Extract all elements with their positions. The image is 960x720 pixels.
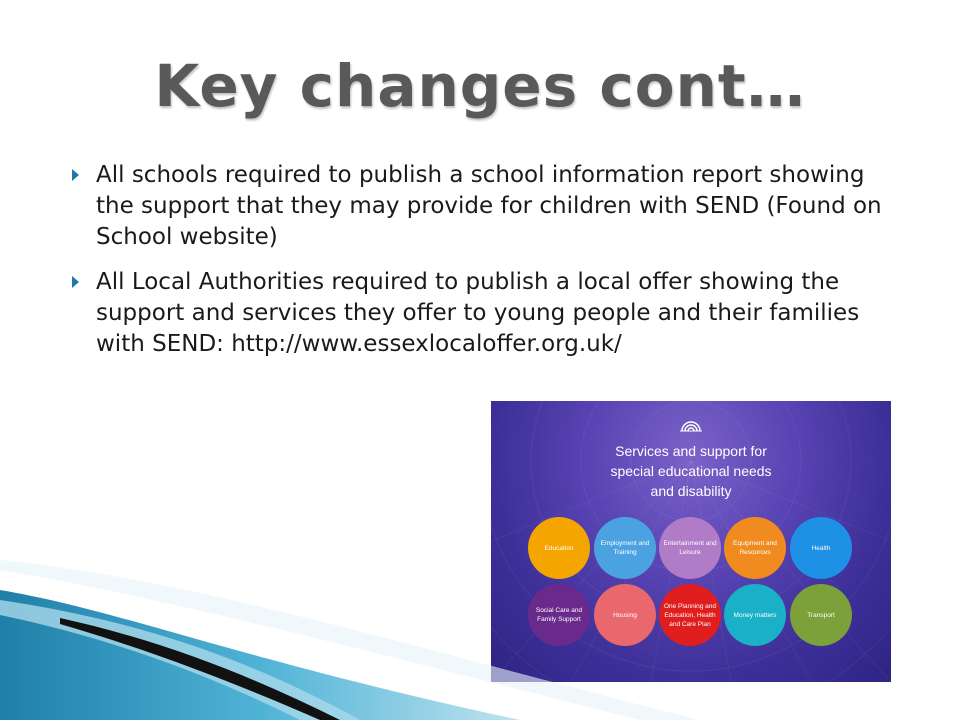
poster-title <box>491 441 891 501</box>
poster-title-line: and disability <box>650 483 732 499</box>
bullet-item-school-report <box>72 160 902 253</box>
circle-label: Transport <box>807 611 835 619</box>
bullet-list <box>72 160 902 374</box>
bullet-item-local-offer <box>72 267 902 360</box>
triangle-bullet-icon <box>72 169 79 181</box>
essex-local-offer-logo-icon <box>677 409 705 437</box>
circle-label: Employment and Training <box>600 540 650 556</box>
poster-title-line: special educational needs <box>610 463 772 479</box>
circle-label: One Planning and Education, Health and Care Plan <box>663 602 717 628</box>
bullet-text: All Local Authorities required to publish a local offer showing the support and services they offer to young people and their families with SEND: http://www.essexlocaloffer.org.uk/ <box>96 269 860 357</box>
circle-label: Health <box>811 544 831 552</box>
triangle-bullet-icon <box>72 276 79 288</box>
poster-title-line: Services and support for <box>615 443 767 459</box>
circle-label: Education <box>544 544 574 552</box>
decorative-swoosh <box>0 560 960 720</box>
circle-label: Money matters <box>733 611 777 619</box>
bullet-text: All schools required to publish a school information report showing the support that they may provide for children with SEND (Found on School website) <box>96 162 882 250</box>
circle-label: Social Care and Family Support <box>535 607 583 623</box>
circle-label: Entertainment and Leisure <box>663 540 717 556</box>
slide-title: Key changes cont… <box>154 52 806 120</box>
circle-label: Equipment and Resources <box>733 540 777 556</box>
circle-label: Housing <box>613 611 637 619</box>
